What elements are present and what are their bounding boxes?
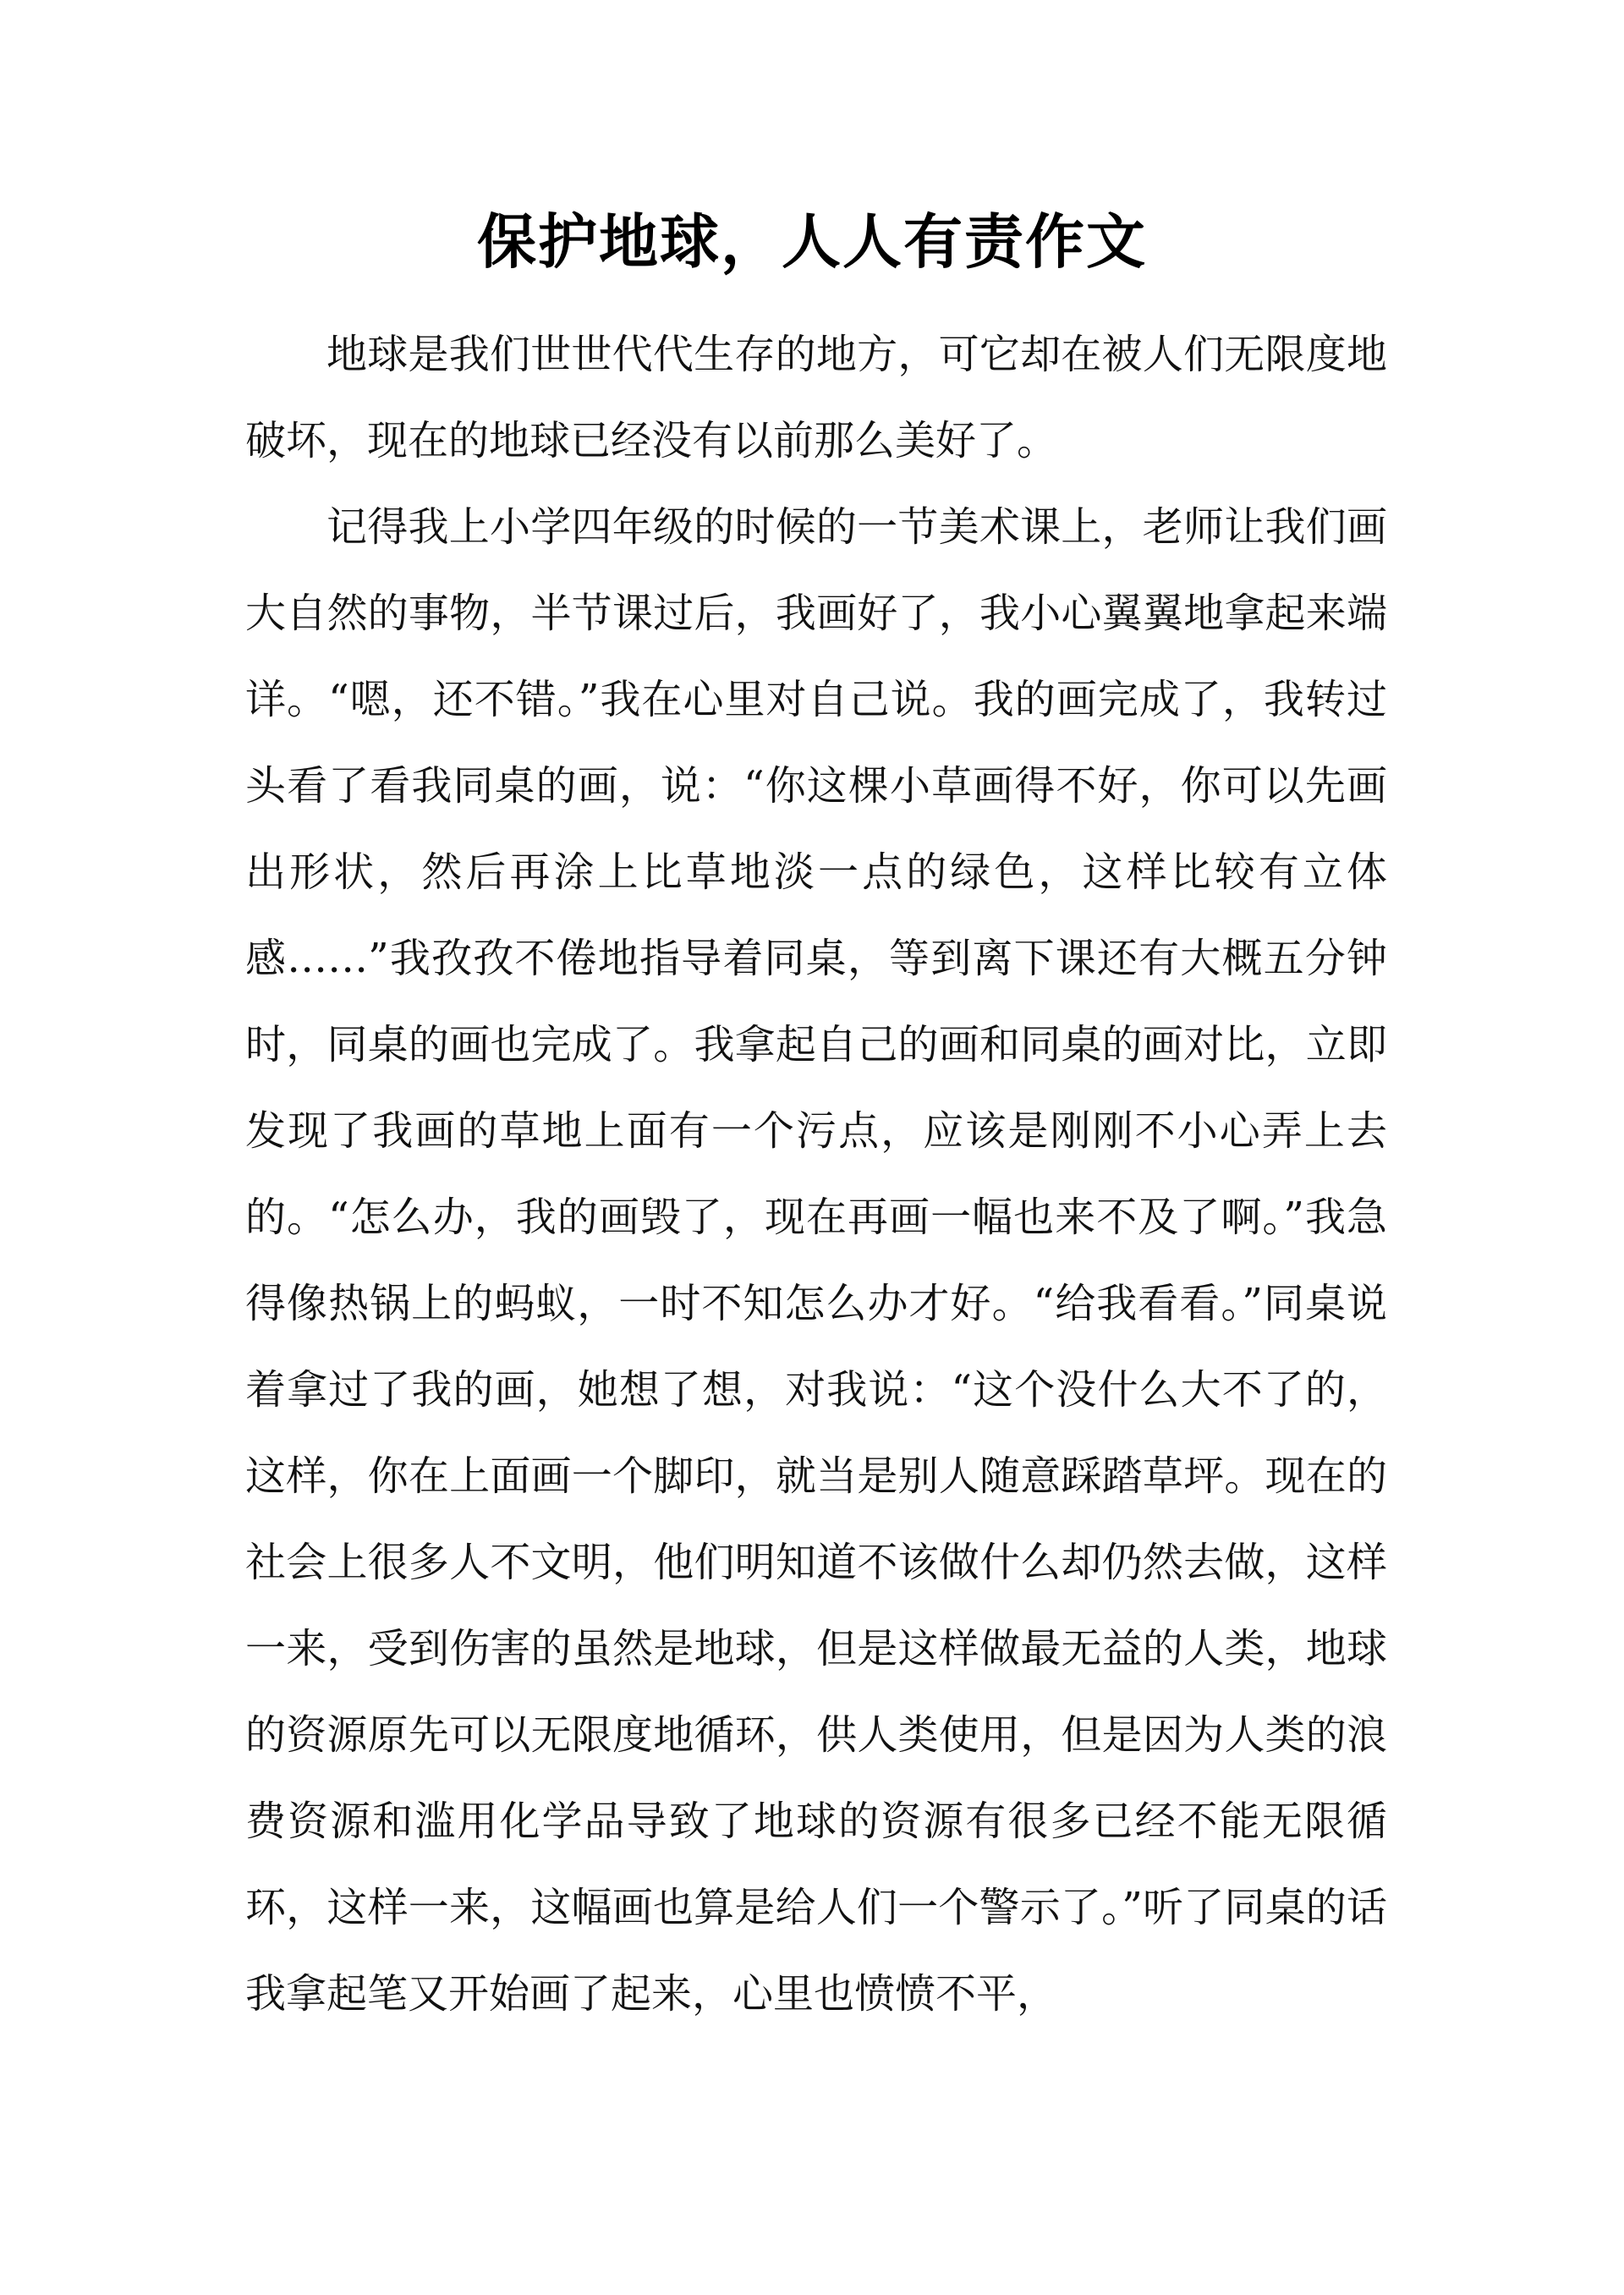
essay-title: 保护地球，人人有责作文 [477,207,1147,277]
paragraph-2: 记得我上小学四年级的时候的一节美术课上，老师让我们画大自然的事物，半节课过后，我画好了，我小心翼翼地拿起来端详。“嗯，还不错。”我在心里对自己说。我的画完成了，我转过头看了看我同桌的画，说：“你这棵小草画得不好，你可以先画出形状，然后再涂上比草地淡一点的绿色，这样比较有立体感……”我孜孜不倦地指导着同桌，等到离下课还有大概五分钟时，同桌的画也完成了。我拿起自己的画和同桌的画对比，立即发现了我画的草地上面有一个污点，应该是刚刚不小心弄上去的。“怎么办，我的画毁了，现在再画一幅也来不及了啊。”我急得像热锅上的蚂蚁，一时不知怎么办才好。“给我看看。”同桌说着拿过了我的画，她想了想，对我说：“这个没什么大不了的，这样，你在上面画一个脚印，就当是别人随意踩踏草坪。现在的社会上很多人不文明，他们明知道不该做什么却仍然去做，这样一来，受到伤害的虽然是地球，但是这样做最无益的人类，地球的资源原先可以无限度地循环，供人类使用，但是因为人类的浪费资源和滥用化学品导致了地球的资源有很多已经不能无限循环，这样一来，这幅画也算是给人们一个警示了。”听了同桌的话我拿起笔又开始画了起来，心里也愤愤不平， [245,503,1387,2018]
paragraph-1: 地球是我们世世代代生存的地方，可它却在被人们无限度地破坏，现在的地球已经没有以前那么美好了。 [245,331,1387,464]
essay-body [245,311,1387,2037]
